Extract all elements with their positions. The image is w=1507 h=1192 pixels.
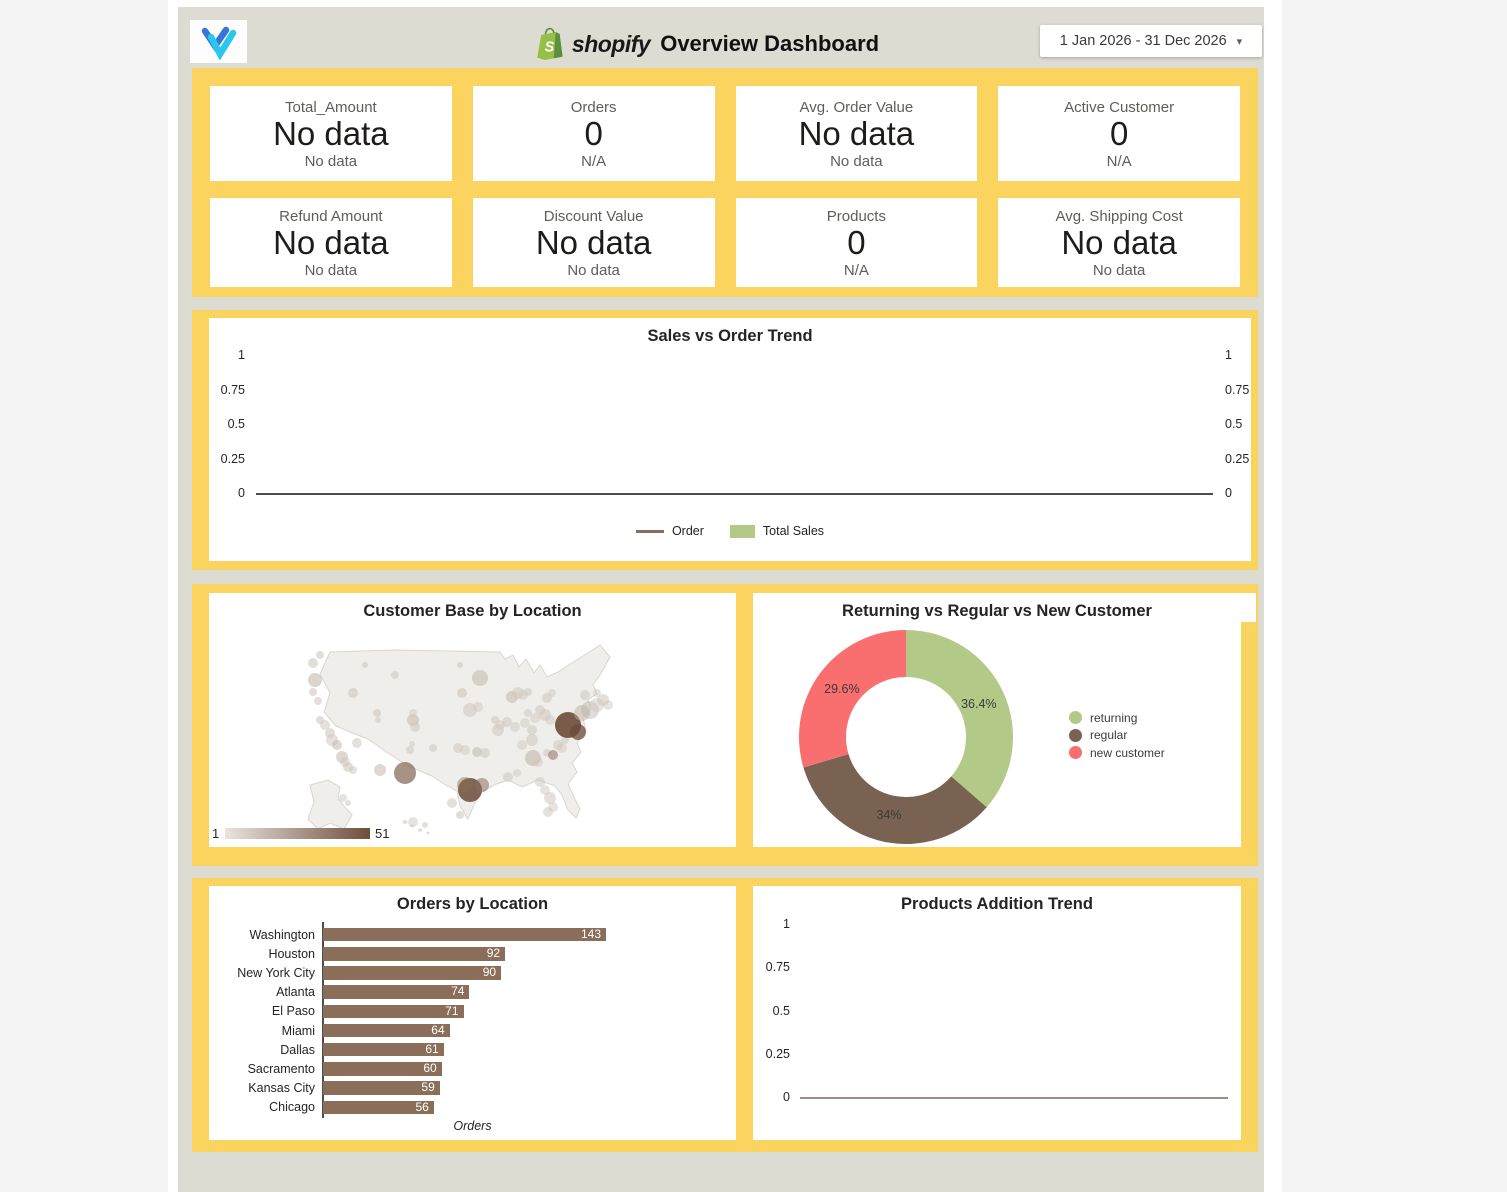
- sales-trend-chart: [209, 318, 1251, 561]
- map-bubble[interactable]: [348, 688, 358, 698]
- map-bubble[interactable]: [473, 702, 483, 712]
- donut-slice-new-customer[interactable]: [799, 630, 906, 767]
- map-gradient-legend: [225, 828, 370, 839]
- axis-tick-label: 0.75: [220, 382, 245, 397]
- axis-tick-label: 0.25: [765, 1046, 790, 1061]
- brand-logo: [190, 20, 247, 63]
- kpi-card: [998, 86, 1240, 181]
- middle-section: [192, 584, 1258, 866]
- map-bubble[interactable]: [517, 740, 527, 750]
- axis-tick-label: 0.75: [1225, 382, 1250, 397]
- axis-tick-label: 0: [1225, 486, 1232, 500]
- bar-value-label: 56: [415, 1099, 429, 1114]
- legend-item-total-sales: Total Sales: [730, 524, 824, 538]
- bar-category-label: El Paso: [271, 1004, 315, 1019]
- donut-legend-item-new-customer: new customer: [1069, 746, 1165, 759]
- map-bubble[interactable]: [524, 709, 532, 717]
- legend-dot: [1069, 729, 1082, 742]
- chevron-down-icon: ▾: [1236, 35, 1243, 48]
- page-title: [535, 27, 879, 61]
- bar-row: [209, 1079, 736, 1098]
- products-x-axis-line: [800, 1097, 1228, 1099]
- bar-row: [209, 925, 736, 944]
- kpi-card: [473, 86, 715, 181]
- map-legend-max: 51: [375, 826, 390, 841]
- axis-tick-label: 0.5: [1225, 417, 1243, 431]
- bar-row: [209, 1040, 736, 1059]
- bar-category-label: Miami: [281, 1023, 315, 1038]
- bar-track: [323, 947, 736, 961]
- kpi-value: 0: [847, 224, 866, 262]
- bar-value-label: 60: [423, 1061, 437, 1076]
- kpi-card: [473, 198, 715, 287]
- kpi-sub-value: No data: [830, 152, 883, 170]
- bar-value-label: 92: [486, 946, 501, 961]
- customer-map-chart: [209, 593, 736, 847]
- axis-tick-label: 0.25: [220, 451, 245, 466]
- bar-track: [323, 1024, 736, 1038]
- bar[interactable]: [323, 985, 469, 999]
- axis-tick-label: 0: [783, 1090, 790, 1104]
- kpi-value: No data: [1061, 224, 1177, 262]
- bar-row: [209, 1002, 736, 1021]
- orders-by-location-chart: [209, 886, 736, 1140]
- bar-track: [323, 1005, 736, 1019]
- products-trend-chart: [753, 886, 1241, 1140]
- bar-value-label: 61: [425, 1041, 439, 1056]
- legend-dot: [1069, 711, 1082, 724]
- map-bubble[interactable]: [460, 745, 470, 755]
- legend-box-swatch: [730, 525, 755, 538]
- v-logo-icon: [198, 24, 240, 60]
- map-bubble[interactable]: [557, 743, 567, 753]
- map-legend-min: 1: [212, 826, 220, 841]
- kpi-value: No data: [798, 115, 915, 153]
- axis-tick-label: 1: [783, 917, 790, 931]
- map-bubble[interactable]: [373, 709, 381, 717]
- map-bubble[interactable]: [352, 738, 362, 748]
- bar-category-label: Sacramento: [247, 1061, 315, 1076]
- bar-category-label: Atlanta: [276, 985, 315, 1000]
- bar[interactable]: [323, 1043, 444, 1057]
- sales-trend-section: [192, 310, 1258, 570]
- map-bubble[interactable]: [513, 769, 521, 777]
- bar-value-label: 64: [431, 1022, 445, 1037]
- bar-row: [209, 944, 736, 963]
- bar-category-label: Washington: [249, 927, 315, 942]
- us-map: [300, 637, 645, 838]
- map-bubble[interactable]: [406, 746, 414, 754]
- date-range-value: 1 Jan 2026 - 31 Dec 2026: [1059, 33, 1227, 49]
- bar-x-axis-label: Orders: [453, 1119, 492, 1133]
- map-bubble[interactable]: [308, 673, 322, 687]
- bar[interactable]: [323, 1062, 442, 1076]
- kpi-sub-value: No data: [304, 152, 358, 170]
- map-bubble[interactable]: [316, 651, 324, 659]
- map-bubble[interactable]: [545, 715, 555, 725]
- bar-row: [209, 1021, 736, 1040]
- donut-slice-label: 29.6%: [824, 682, 860, 697]
- axis-tick-label: 1: [238, 348, 245, 362]
- map-bubble[interactable]: [409, 709, 417, 717]
- donut-slice-label: 36.4%: [961, 696, 997, 711]
- map-bubble[interactable]: [457, 688, 467, 698]
- map-bubble[interactable]: [391, 671, 399, 679]
- products-y-axis: [753, 886, 790, 1140]
- kpi-card: [210, 198, 452, 287]
- legend-item-order: Order: [636, 524, 704, 538]
- kpi-card: [210, 86, 452, 181]
- kpi-label: Orders: [570, 99, 617, 117]
- shopify-wordmark: shopify: [571, 30, 651, 57]
- kpi-value: No data: [273, 224, 389, 262]
- map-bubble[interactable]: [603, 700, 613, 710]
- map-bubble[interactable]: [429, 744, 437, 752]
- customer-type-donut-chart: [753, 593, 1241, 847]
- kpi-card: [736, 86, 978, 181]
- orders-by-location-title: Orders by Location: [396, 895, 549, 913]
- bar[interactable]: [323, 1005, 464, 1019]
- bar-row: [209, 963, 736, 982]
- map-bubble[interactable]: [543, 807, 553, 817]
- products-trend-title: Products Addition Trend: [901, 895, 1093, 913]
- kpi-label: Avg. Order Value: [799, 99, 914, 117]
- bar-track: [323, 985, 736, 999]
- map-bubble[interactable]: [314, 697, 322, 705]
- bar[interactable]: [323, 1081, 440, 1095]
- bottom-section: [192, 878, 1258, 1152]
- donut-legend-item-returning: returning: [1069, 711, 1165, 724]
- sales-legend: [209, 524, 1251, 538]
- kpi-label: Products: [826, 208, 886, 226]
- map-bubble[interactable]: [480, 748, 490, 758]
- kpi-label: Discount Value: [543, 208, 644, 226]
- sales-x-axis-line: [256, 493, 1213, 495]
- bar-value-label: 71: [445, 1003, 459, 1018]
- kpi-sub-value: No data: [1092, 261, 1146, 279]
- svg-text:S: S: [544, 39, 555, 56]
- bar[interactable]: [323, 1024, 450, 1038]
- kpi-card: [998, 198, 1240, 287]
- bar-category-label: Dallas: [280, 1042, 315, 1057]
- kpi-sub-value: N/A: [843, 261, 869, 279]
- kpi-label: Avg. Shipping Cost: [1055, 208, 1183, 226]
- bar-category-label: Chicago: [269, 1100, 315, 1115]
- axis-tick-label: 1: [1225, 348, 1232, 362]
- kpi-row-1: [210, 86, 1240, 181]
- bar-row: [209, 983, 736, 1002]
- donut-title: Returning vs Regular vs New Customer: [842, 602, 1152, 620]
- map-bubble[interactable]: [510, 722, 520, 732]
- bar[interactable]: [323, 947, 505, 961]
- bar-category-label: Kansas City: [248, 1081, 315, 1096]
- bar-rows: [209, 925, 736, 1117]
- map-bubble[interactable]: [503, 772, 513, 782]
- map-bubble[interactable]: [422, 822, 428, 828]
- map-bubble[interactable]: [447, 798, 457, 808]
- shopify-bag-icon: [535, 27, 565, 61]
- map-bubble[interactable]: [533, 757, 543, 767]
- map-bubble[interactable]: [491, 716, 499, 724]
- map-bubble[interactable]: [548, 750, 558, 760]
- content-card: [168, 0, 1282, 1192]
- map-bubble[interactable]: [527, 725, 537, 735]
- bar-track: [323, 1043, 736, 1057]
- map-bubble[interactable]: [394, 762, 416, 784]
- legend-dot: [1069, 746, 1082, 759]
- kpi-sub-value: No data: [304, 261, 358, 279]
- map-bubble[interactable]: [410, 722, 420, 732]
- beige-panel: [178, 7, 1264, 1192]
- kpi-sub-value: N/A: [581, 152, 607, 170]
- kpi-sub-value: N/A: [1106, 152, 1132, 170]
- alaska-outline: [308, 780, 352, 829]
- kpi-value: No data: [535, 224, 652, 262]
- map-bubble[interactable]: [548, 689, 556, 697]
- kpi-value: 0: [584, 115, 603, 153]
- axis-tick-label: 0.5: [227, 417, 245, 431]
- bar-row: [209, 1059, 736, 1078]
- map-bubble[interactable]: [472, 670, 488, 686]
- card-notch: [1241, 593, 1256, 622]
- bar[interactable]: [323, 928, 606, 942]
- bar-track: [323, 928, 736, 942]
- date-range-picker[interactable]: [1040, 25, 1262, 57]
- customer-map-title: Customer Base by Location: [363, 602, 582, 620]
- bar-track: [323, 1101, 736, 1115]
- bar-row: [209, 1098, 736, 1117]
- bar[interactable]: [323, 966, 501, 980]
- map-bubble[interactable]: [345, 800, 351, 806]
- kpi-card: [736, 198, 978, 287]
- map-bubble[interactable]: [593, 689, 601, 697]
- donut: [799, 630, 1013, 844]
- map-bubble[interactable]: [456, 811, 464, 819]
- map-bubble[interactable]: [409, 741, 415, 747]
- axis-tick-label: 0: [238, 486, 245, 500]
- bar-track: [323, 966, 736, 980]
- map-bubble[interactable]: [408, 817, 418, 827]
- bar-value-label: 90: [482, 965, 497, 980]
- map-bubble[interactable]: [475, 778, 489, 792]
- bar-category-label: Houston: [268, 946, 315, 961]
- kpi-label: Refund Amount: [279, 208, 383, 226]
- map-bubble[interactable]: [308, 658, 318, 668]
- bar[interactable]: [323, 1101, 434, 1115]
- map-bubble[interactable]: [332, 740, 342, 750]
- map-bubble[interactable]: [309, 688, 317, 696]
- map-bubble[interactable]: [375, 717, 381, 723]
- map-bubble[interactable]: [349, 766, 357, 774]
- bar-value-label: 59: [421, 1080, 435, 1095]
- bar-track: [323, 1081, 736, 1095]
- donut-slice-label: 34%: [876, 808, 902, 823]
- bar-value-label: 74: [451, 984, 465, 999]
- legend-line-swatch: [636, 530, 664, 533]
- map-bubble[interactable]: [374, 764, 386, 776]
- bar-track: [323, 1062, 736, 1076]
- bar-category-label: New York City: [237, 965, 315, 980]
- donut-legend: [1069, 711, 1165, 759]
- map-bubble[interactable]: [570, 724, 586, 740]
- kpi-section: [192, 68, 1258, 297]
- map-bubble[interactable]: [457, 777, 473, 793]
- sales-trend-title: Sales vs Order Trend: [647, 327, 813, 345]
- axis-tick-label: 0.25: [1225, 451, 1250, 466]
- kpi-label: Total_Amount: [285, 99, 377, 117]
- axis-tick-label: 0.75: [765, 960, 790, 975]
- kpi-value: 0: [1109, 115, 1129, 153]
- donut-legend-item-regular: regular: [1069, 729, 1165, 742]
- map-bubble[interactable]: [339, 794, 347, 802]
- map-bubble[interactable]: [457, 662, 463, 668]
- map-bubble[interactable]: [362, 662, 368, 668]
- map-bubble[interactable]: [524, 688, 532, 696]
- kpi-label: Active Customer: [1064, 99, 1175, 117]
- dashboard-title: Overview Dashboard: [660, 31, 880, 56]
- kpi-sub-value: No data: [567, 261, 620, 279]
- bar-value-label: 143: [580, 926, 601, 941]
- kpi-row-2: [210, 198, 1240, 287]
- axis-tick-label: 0.5: [772, 1003, 790, 1018]
- map-bubble[interactable]: [580, 690, 590, 700]
- kpi-value: No data: [273, 115, 389, 153]
- donut-slice-returning[interactable]: [906, 630, 1013, 807]
- map-bubble[interactable]: [526, 734, 538, 746]
